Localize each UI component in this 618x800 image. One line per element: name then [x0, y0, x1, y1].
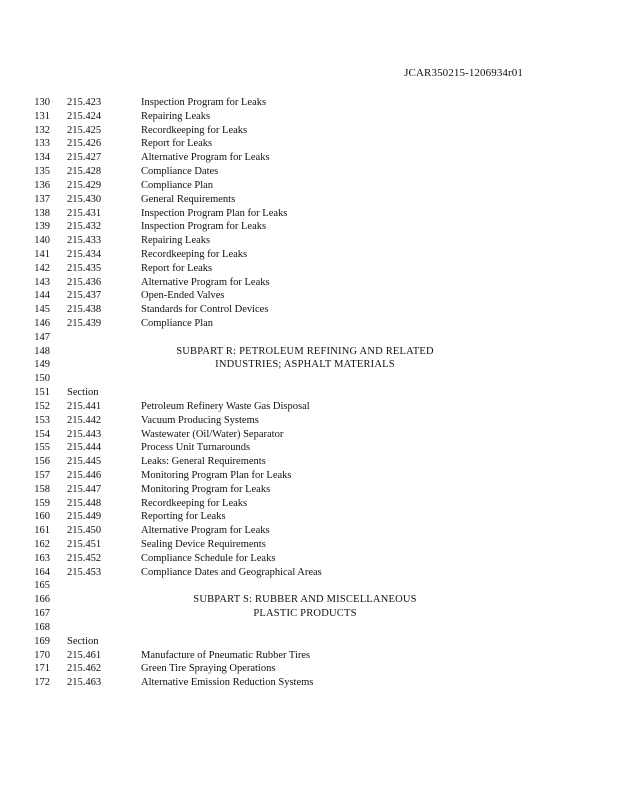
section-title: Alternative Program for Leaks	[141, 525, 270, 537]
section-entry-line	[0, 676, 618, 690]
section-entry-line	[0, 662, 618, 676]
blank-line	[0, 621, 618, 635]
section-title: Green Tire Spraying Operations	[141, 663, 276, 675]
line-number: 141	[34, 248, 50, 260]
section-entry-line	[0, 220, 618, 234]
section-title: Standards for Control Devices	[141, 304, 269, 316]
line-number: 136	[34, 179, 50, 191]
section-title: Recordkeeping for Leaks	[141, 124, 248, 136]
section-entry-line	[0, 524, 618, 538]
section-entry-line	[0, 248, 618, 262]
section-entry-line	[0, 649, 618, 663]
line-number: 139	[34, 221, 50, 233]
line-number: 162	[34, 539, 50, 550]
section-title: Monitoring Program Plan for Leaks	[141, 469, 292, 481]
section-entry-line	[0, 455, 618, 469]
section-title: Report for Leaks	[141, 138, 213, 150]
section-number: 215.461	[67, 649, 102, 661]
section-title: Vacuum Producing Systems	[141, 414, 259, 426]
section-number: 215.445	[67, 456, 102, 468]
section-number: 215.432	[67, 221, 102, 233]
section-entry-line	[0, 441, 618, 455]
section-title: Compliance Dates	[141, 166, 219, 178]
line-number: 134	[34, 152, 50, 164]
section-number: 215.423	[67, 97, 102, 108]
line-number: 144	[34, 290, 50, 302]
section-title: General Requirements	[141, 193, 236, 205]
section-number: 215.463	[67, 677, 102, 689]
section-entry-line	[0, 469, 618, 483]
section-number: 215.447	[67, 483, 102, 495]
line-number: 170	[34, 649, 50, 661]
section-number: 215.439	[67, 318, 102, 329]
section-number: 215.443	[67, 428, 102, 440]
section-entry-line	[0, 96, 618, 110]
section-entry-line	[0, 207, 618, 221]
section-title: Inspection Program for Leaks	[141, 97, 267, 108]
line-number: 146	[34, 318, 50, 329]
line-number: 159	[34, 497, 50, 509]
subpart-heading-line	[0, 345, 618, 359]
section-title: Wastewater (Oil/Water) Separator	[141, 428, 284, 440]
section-number: 215.442	[67, 414, 102, 426]
section-number: 215.437	[67, 290, 102, 302]
line-number: 140	[34, 235, 50, 247]
section-label-line	[0, 386, 618, 400]
section-number: Section	[67, 635, 99, 647]
section-title: Petroleum Refinery Waste Gas Disposal	[141, 400, 310, 412]
section-title: Inspection Program Plan for Leaks	[141, 207, 288, 219]
section-entry-line	[0, 165, 618, 179]
line-number: 130	[34, 97, 50, 108]
line-number: 151	[34, 387, 50, 399]
section-title: Compliance Schedule for Leaks	[141, 552, 276, 564]
section-number: 215.453	[67, 566, 102, 578]
section-number: 215.441	[67, 400, 102, 412]
section-entry-line	[0, 552, 618, 566]
line-number: 164	[34, 566, 50, 578]
subpart-heading: INDUSTRIES; ASPHALT MATERIALS	[215, 359, 395, 371]
line-number: 168	[34, 621, 50, 633]
line-numbered-section-list	[0, 96, 618, 690]
section-title: Alternative Program for Leaks	[141, 152, 270, 164]
section-entry-line	[0, 151, 618, 165]
section-title: Repairing Leaks	[141, 235, 211, 247]
section-number: 215.446	[67, 469, 102, 481]
section-number: 215.425	[67, 124, 102, 136]
section-title: Process Unit Turnarounds	[141, 442, 251, 454]
section-entry-line	[0, 179, 618, 193]
section-entry-line	[0, 566, 618, 580]
line-number: 160	[34, 511, 50, 523]
section-number: 215.451	[67, 539, 102, 550]
subpart-heading: SUBPART R: PETROLEUM REFINING AND RELATED	[176, 345, 434, 357]
line-number: 145	[34, 304, 50, 316]
section-number: 215.433	[67, 235, 102, 247]
section-entry-line	[0, 289, 618, 303]
section-number: 215.434	[67, 248, 102, 260]
section-entry-line	[0, 483, 618, 497]
line-number: 161	[34, 525, 50, 537]
section-title: Monitoring Program for Leaks	[141, 483, 271, 495]
line-number: 171	[34, 663, 50, 675]
line-number: 154	[34, 428, 50, 440]
line-number: 163	[34, 552, 50, 564]
section-title: Compliance Plan	[141, 179, 214, 191]
section-number: 215.435	[67, 262, 102, 274]
blank-line	[0, 331, 618, 345]
section-title: Compliance Plan	[141, 318, 214, 329]
section-entry-line	[0, 414, 618, 428]
section-entry-line	[0, 262, 618, 276]
section-number: 215.428	[67, 166, 102, 178]
subpart-heading: PLASTIC PRODUCTS	[253, 608, 357, 620]
line-number: 158	[34, 483, 50, 495]
section-number: 215.438	[67, 304, 102, 316]
section-number: 215.449	[67, 511, 102, 523]
section-entry-line	[0, 400, 618, 414]
section-title: Alternative Program for Leaks	[141, 276, 270, 288]
line-number: 142	[34, 262, 50, 274]
section-title: Leaks: General Requirements	[141, 456, 266, 468]
section-number: 215.462	[67, 663, 102, 675]
section-title: Recordkeeping for Leaks	[141, 497, 248, 509]
section-number: 215.444	[67, 442, 102, 454]
line-number: 167	[34, 608, 50, 620]
section-number: 215.427	[67, 152, 102, 164]
line-number: 155	[34, 442, 50, 454]
section-title: Reporting for Leaks	[141, 511, 226, 523]
section-number: 215.436	[67, 276, 102, 288]
line-number: 152	[34, 400, 50, 412]
line-number: 166	[34, 594, 50, 606]
section-entry-line	[0, 193, 618, 207]
line-number: 169	[34, 635, 50, 647]
section-entry-line	[0, 428, 618, 442]
subpart-heading-line	[0, 358, 618, 372]
section-entry-line	[0, 234, 618, 248]
section-title: Inspection Program for Leaks	[141, 221, 267, 233]
line-number: 172	[34, 677, 50, 689]
section-entry-line	[0, 497, 618, 511]
line-number: 149	[34, 359, 50, 371]
section-title: Open-Ended Valves	[141, 290, 225, 302]
section-title: Report for Leaks	[141, 262, 213, 274]
line-number: 150	[34, 373, 50, 385]
section-entry-line	[0, 276, 618, 290]
section-number: 215.450	[67, 525, 102, 537]
section-number: 215.426	[67, 138, 102, 150]
subpart-heading-line	[0, 607, 618, 621]
section-entry-line	[0, 317, 618, 331]
line-number: 156	[34, 456, 50, 468]
line-number: 157	[34, 469, 50, 481]
section-number: 215.424	[67, 110, 102, 122]
blank-line	[0, 372, 618, 386]
line-number: 133	[34, 138, 50, 150]
section-number: Section	[67, 387, 99, 399]
section-number: 215.431	[67, 207, 102, 219]
section-entry-line	[0, 510, 618, 524]
line-number: 165	[34, 580, 50, 592]
subpart-heading-line	[0, 593, 618, 607]
section-number: 215.452	[67, 552, 102, 564]
section-number: 215.429	[67, 179, 102, 191]
section-title: Compliance Dates and Geographical Areas	[141, 566, 322, 578]
section-entry-line	[0, 110, 618, 124]
line-number: 138	[34, 207, 50, 219]
subpart-heading: SUBPART S: RUBBER AND MISCELLANEOUS	[193, 594, 417, 606]
line-number: 147	[34, 331, 50, 343]
line-number: 131	[34, 110, 50, 122]
section-number: 215.448	[67, 497, 102, 509]
section-title: Alternative Emission Reduction Systems	[141, 677, 314, 689]
section-number: 215.430	[67, 193, 102, 205]
section-entry-line	[0, 124, 618, 138]
document-id: JCAR350215-1206934r01	[404, 67, 523, 79]
line-number: 132	[34, 124, 50, 136]
line-number: 148	[34, 345, 50, 357]
section-title: Recordkeeping for Leaks	[141, 248, 248, 260]
section-title: Manufacture of Pneumatic Rubber Tires	[141, 649, 311, 661]
section-label-line	[0, 635, 618, 649]
section-entry-line	[0, 538, 618, 552]
section-title: Repairing Leaks	[141, 110, 211, 122]
section-entry-line	[0, 303, 618, 317]
line-number: 137	[34, 193, 50, 205]
line-number: 135	[34, 166, 50, 178]
section-entry-line	[0, 137, 618, 151]
blank-line	[0, 579, 618, 593]
line-number: 153	[34, 414, 50, 426]
section-title: Sealing Device Requirements	[141, 539, 266, 550]
line-number: 143	[34, 276, 50, 288]
